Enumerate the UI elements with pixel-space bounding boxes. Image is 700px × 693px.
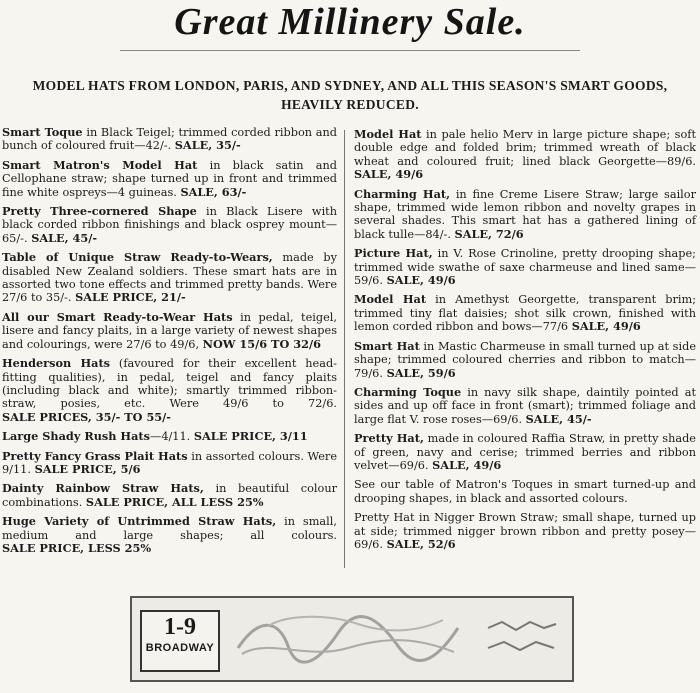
item-description: in Mastic Charmeuse in small turned up at side shape; trimmed coloured cherries and ribbon to match—79/6. [354, 339, 697, 380]
item-description: in Amethyst Georgette, transparent brim; trimmed tiny flat daisies; shot silk crown, finished with lemon corded ribbon and bows—77/6 [354, 293, 697, 334]
item-description: in Black Teigel; trimmed corded ribbon and bunch of coloured fruit—42/-. [2, 126, 337, 153]
item-price: SALE PRICE, ALL LESS 25% [85, 494, 264, 509]
item-heading: Large Shady Rush Hats [2, 429, 151, 444]
item-price: SALE PRICE, 5/6 [34, 461, 141, 476]
item-heading: Henderson Hats [2, 356, 111, 371]
item-price: SALE, 49/6 [571, 319, 641, 334]
sale-item [2, 311, 337, 351]
item-heading: Charming Hat, [354, 186, 451, 201]
item-heading: Charming Toque [354, 384, 462, 399]
item-description: in assorted colours. Were 9/11. [2, 449, 338, 476]
item-description: in black satin and Cellophane straw; shape turned up in front and trimmed fine white ospreys—4 guineas. [2, 158, 337, 199]
sale-item [2, 482, 337, 509]
store-address-box [140, 610, 220, 672]
sale-item [2, 357, 337, 424]
street-number: 1-9 [164, 614, 196, 640]
item-price: SALE, 63/- [180, 184, 247, 199]
item-heading: Smart Matron's Model Hat [2, 157, 198, 172]
sale-item [354, 478, 696, 505]
sale-item [2, 159, 337, 199]
item-heading: Picture Hat, [354, 246, 433, 261]
title-divider [120, 50, 580, 51]
item-price: SALE, 45/- [31, 230, 98, 245]
item-heading: Pretty Hat, [354, 431, 424, 446]
sale-item [354, 386, 696, 426]
item-heading: Huge Variety of Untrimmed Straw Hats, [2, 514, 277, 529]
item-description: See our table of Matron's Toques in smart turned-up and drooping shapes, in black and assorted colours. [354, 478, 696, 505]
item-description: —4/11. [150, 430, 194, 444]
sale-item [2, 450, 337, 477]
item-heading: Dainty Rainbow Straw Hats, [2, 481, 204, 496]
sale-item [354, 340, 696, 380]
item-price: SALE, 59/6 [386, 365, 456, 380]
item-heading: Model Hat [354, 292, 427, 307]
street-name: BROADWAY [145, 642, 215, 654]
item-description: in navy silk shape, daintily pointed at sides and up off face in front (smart); trimmed foliage and large flat V. rose roses—69/6. [354, 385, 696, 426]
item-description: made by disabled New Zealand soldiers. These smart hats are in assorted two tone effects and trimmed pretty bands. Were 27/6 to 35/-. [2, 251, 337, 305]
item-price: SALE PRICE, 21/- [75, 290, 186, 305]
item-description: in pale helio Merv in large picture shape; soft double edge and folded brim; trimmed wreath of black wheat and coloured fruit; lined black Georgette—89/6. [354, 128, 696, 168]
item-heading: Pretty Three-cornered Shape [2, 204, 197, 219]
item-price: SALE PRICE, 3/11 [193, 429, 308, 444]
item-description: in fine Creme Lisere Straw; large sailor shape, trimmed wide lemon ribbon and novelty grapes in several shades. This smart hat has a gathered lining of black tulle—84/-. [354, 187, 696, 241]
sale-item [354, 432, 696, 472]
sale-item [2, 515, 337, 555]
item-description: (favoured for their excellent head-fitting qualities), in pedal, teigel and fancy plaits (including black and white); smartly trimmed ribbon-straw, posies, etc. Were 49/6 to 72/6. [2, 357, 337, 411]
sale-item [2, 430, 337, 443]
item-heading: Table of Unique Straw Ready-to-Wears, [2, 250, 273, 265]
item-description: in Black Lisere with black corded ribbon finishings and black osprey mount—65/-. [2, 205, 337, 245]
item-price: SALE, 72/6 [454, 226, 524, 241]
page-title: Great Millinery Sale. [174, 1, 526, 43]
item-heading: Pretty Fancy Grass Plait Hats [2, 448, 188, 463]
item-price: SALE PRICE, LESS 25% [2, 540, 152, 555]
sale-item [354, 247, 696, 287]
store-logo-banner [130, 596, 574, 682]
item-description: in beautiful colour combinations. [2, 482, 337, 509]
item-heading: Smart Hat [354, 338, 420, 353]
left-column [2, 126, 337, 561]
location-scrawl-graphic [482, 614, 562, 664]
item-price: SALE, 52/6 [386, 536, 456, 551]
item-heading: Smart Toque [2, 125, 83, 139]
item-price: SALE, 49/6 [432, 457, 502, 472]
item-price: SALE PRICES, 35/- TO 55/- [2, 409, 171, 424]
item-price: NOW 15/6 TO 32/6 [202, 336, 321, 351]
item-description: made in coloured Raffia Straw, in pretty shade of green, navy and cerise; trimmed berries and ribbon velvet—69/6. [354, 432, 696, 472]
store-logo-script [228, 608, 468, 668]
item-heading: Model Hat [354, 127, 422, 141]
logo-script-graphic [228, 608, 468, 668]
sale-item [2, 251, 337, 305]
right-column [354, 128, 696, 557]
item-description: in pedal, teigel, lisere and fancy plaits, in a large variety of newest shapes and colourings, were 27/6 to 49/6, [2, 310, 337, 351]
sale-item [354, 188, 696, 242]
column-divider [344, 130, 345, 568]
item-description: in small, medium and large shapes; all colours. [2, 515, 337, 542]
sale-item [354, 511, 696, 551]
sale-item [354, 293, 696, 333]
item-price: SALE, 49/6 [354, 167, 424, 182]
item-price: SALE, 49/6 [386, 273, 456, 288]
page-subtitle: MODEL HATS FROM LONDON, PARIS, AND SYDNEY, AND ALL THIS SEASON'S SMART GOODS, HEAVILY REDUCED. [32, 78, 668, 112]
item-heading: All our Smart Ready-to-Wear Hats [2, 309, 233, 324]
item-description: Pretty Hat in Nigger Brown Straw; small shape, turned up at side; trimmed nigger brown ribbon and pretty posey—69/6. [354, 511, 696, 551]
sale-item [2, 126, 337, 153]
item-price: SALE, 45/- [525, 411, 592, 426]
item-price: SALE, 35/- [174, 138, 241, 153]
item-description: in V. Rose Crinoline, pretty drooping shape; trimmed wide swathe of saxe charmeuse and lined same—59/6. [354, 247, 696, 288]
sale-item [354, 128, 696, 182]
sale-item [2, 205, 337, 245]
